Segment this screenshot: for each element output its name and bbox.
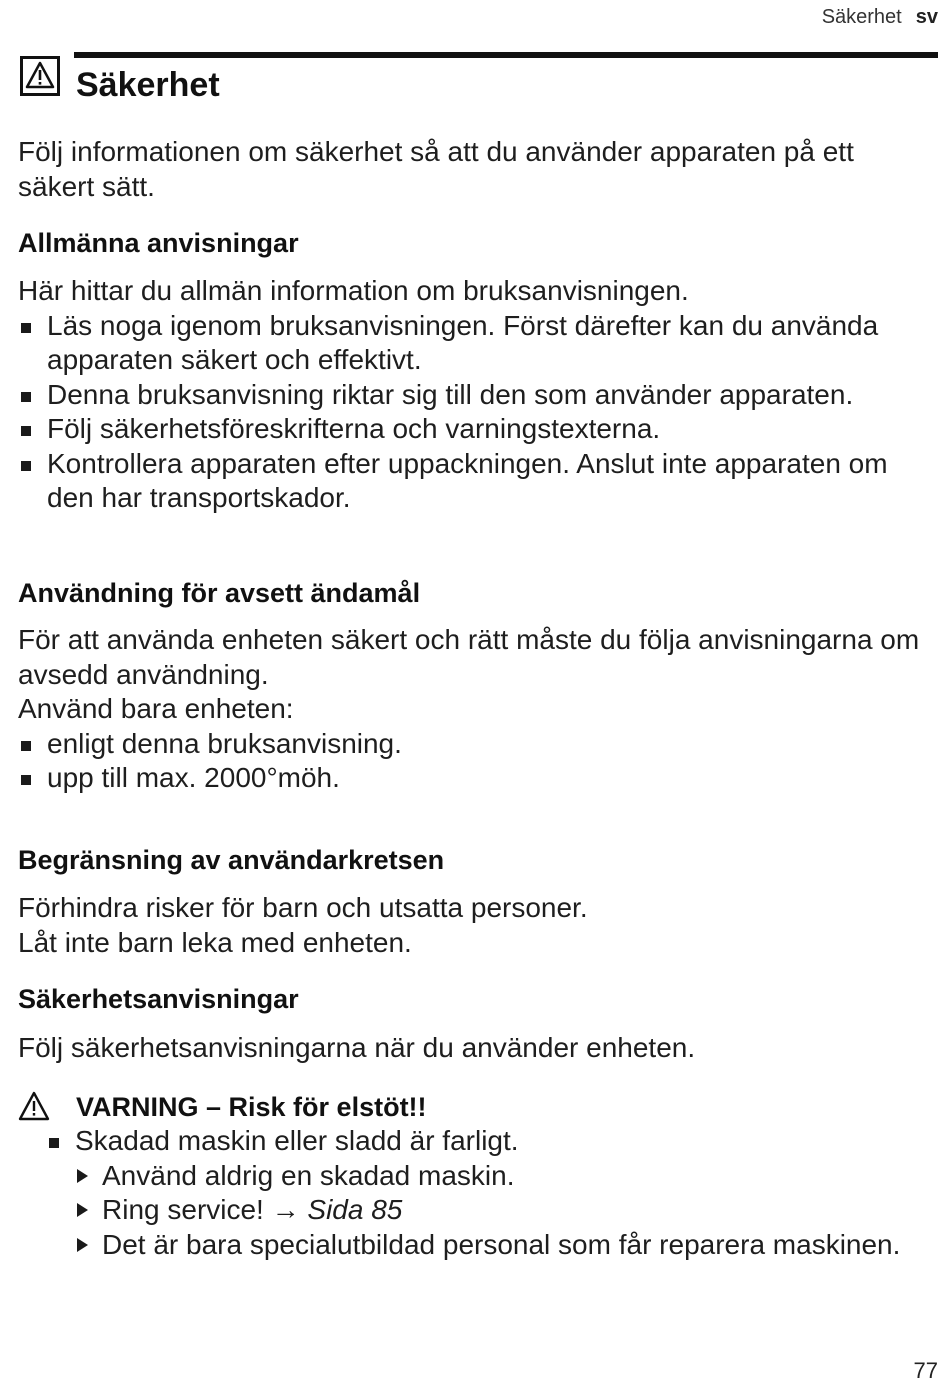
- list-item: enligt denna bruksanvisning.: [18, 727, 936, 762]
- action-item: Använd aldrig en skadad maskin.: [74, 1159, 936, 1194]
- warning-actions: [74, 1159, 936, 1263]
- bullet-icon: [21, 775, 31, 785]
- bullet-icon: [21, 741, 31, 751]
- intro-text: Följ informationen om säkerhet så att du använder apparaten på ett säkert sätt.: [18, 136, 854, 202]
- title-rule: [74, 52, 938, 58]
- intended-use-list: [18, 727, 936, 796]
- page-title: Säkerhet: [76, 66, 220, 104]
- user-group-section: [18, 891, 936, 960]
- list-item: Skadad maskin eller sladd är farligt.: [46, 1124, 936, 1159]
- intended-use-section: [18, 623, 936, 796]
- general-text: Här hittar du allmän information om bruksanvisningen.: [18, 275, 689, 306]
- list-item: Kontrollera apparaten efter uppackningen. Anslut inte apparaten om den har transportskador.: [18, 447, 936, 516]
- heading-safety: Säkerhetsanvisningar: [18, 984, 299, 1014]
- heading-user-group: Begränsning av användarkretsen: [18, 845, 445, 875]
- bullet-icon: [49, 1138, 59, 1148]
- page-reference-link[interactable]: Sida 85: [307, 1194, 403, 1225]
- user-group-line-2: Låt inte barn leka med enheten.: [18, 926, 412, 958]
- bullet-icon: [21, 392, 31, 402]
- language-code: sv: [915, 6, 938, 28]
- warning-icon: [20, 56, 60, 96]
- list-item: Följ säkerhetsföreskrifterna och varningstexterna.: [18, 412, 936, 447]
- heading-intended-use: Användning för avsett ändamål: [18, 578, 421, 608]
- warning-list: [46, 1124, 936, 1159]
- running-header-section: Säkerhet: [821, 6, 902, 28]
- general-section: [18, 274, 936, 516]
- intended-use-text: För att använda enheten säkert och rätt måste du följa anvisningarna om avsedd användning.: [18, 624, 920, 690]
- page-number: 77: [913, 1358, 938, 1383]
- bullet-icon: [21, 426, 31, 436]
- intended-use-lead: Använd bara enheten:: [18, 693, 294, 724]
- warning-block: [18, 1090, 936, 1262]
- general-list: [18, 309, 936, 516]
- bullet-icon: [21, 461, 31, 471]
- list-item: upp till max. 2000°möh.: [18, 761, 936, 796]
- action-item: Ring service! → Sida 85: [74, 1193, 936, 1228]
- safety-text: Följ säkerhetsanvisningarna när du använder enheten.: [18, 1032, 696, 1063]
- arrow-right-icon: [77, 1169, 88, 1183]
- warning-title: VARNING – Risk för elstöt!!: [18, 1090, 936, 1124]
- heading-general: Allmänna anvisningar: [18, 228, 299, 258]
- bullet-icon: [21, 323, 31, 333]
- list-item: Läs noga igenom bruksanvisningen. Först därefter kan du använda apparaten säkert och effektivt.: [18, 309, 936, 378]
- user-group-line-1: Förhindra risker för barn och utsatta personer.: [18, 892, 588, 923]
- list-item: Denna bruksanvisning riktar sig till den som använder apparaten.: [18, 378, 936, 413]
- arrow-right-icon: [77, 1238, 88, 1252]
- action-item: Det är bara specialutbildad personal som får reparera maskinen.: [74, 1228, 936, 1263]
- arrow-right-icon: [77, 1203, 88, 1217]
- warning-triangle-icon: [18, 1091, 50, 1121]
- running-header: [822, 6, 938, 29]
